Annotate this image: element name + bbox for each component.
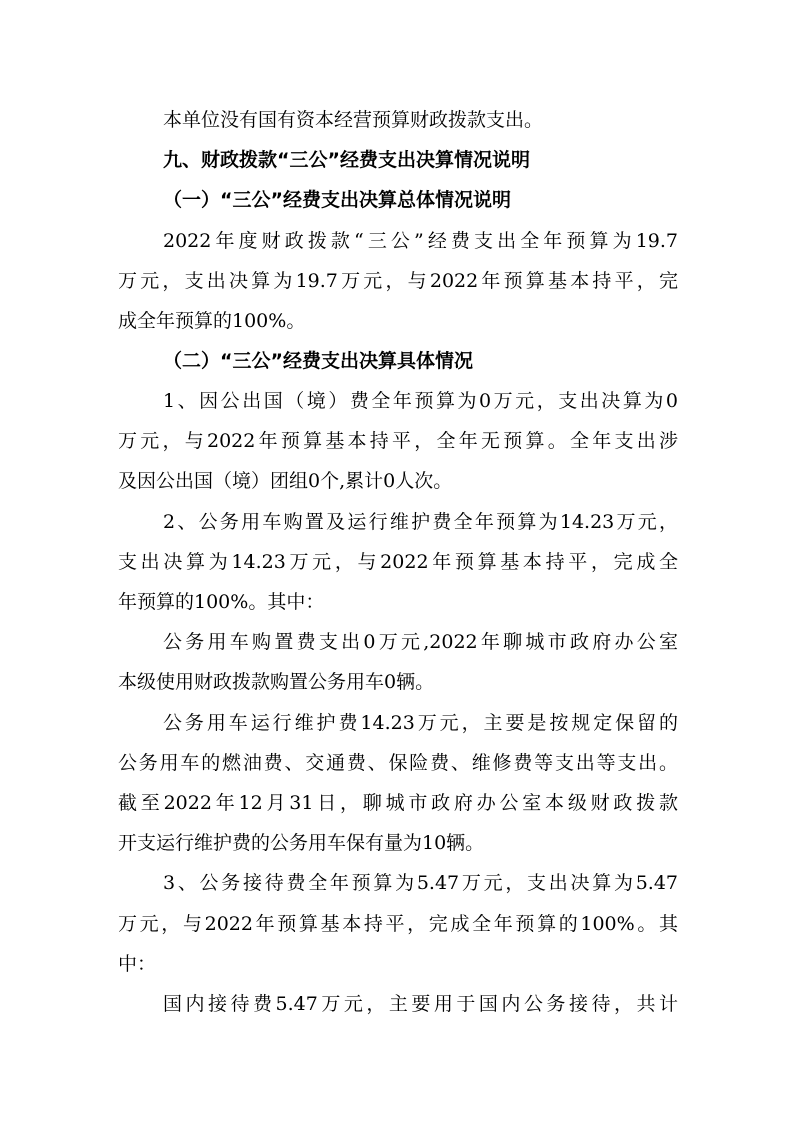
paragraph-line: 成全年预算的100%。 [118, 310, 306, 332]
paragraph-line: 1、因公出国（境）费全年预算为0万元，支出决算为0 [163, 390, 678, 412]
paragraph-line: 公务用车购置费支出0万元,2022年聊城市政府办公室 [163, 631, 678, 653]
paragraph-line: 国内接待费5.47万元，主要用于国内公务接待，共计 [163, 993, 678, 1015]
paragraph-line: 年预算的100%。其中： [118, 591, 325, 613]
paragraph-line: 中： [118, 953, 157, 975]
paragraph-line: 公务用车运行维护费14.23万元，主要是按规定保留的 [163, 712, 678, 734]
paragraph-line: 万元，与2022年预算基本持平，完成全年预算的100%。其 [118, 913, 678, 935]
subsection-heading: （二）“三公”经费支出决算具体情况 [163, 350, 473, 372]
paragraph-line: 开支运行维护费的公务用车保有量为10辆。 [118, 832, 485, 854]
paragraph-line: 截至2022年12月31日，聊城市政府办公室本级财政拨款 [118, 792, 678, 814]
subsection-heading: （一）“三公”经费支出决算总体情况说明 [163, 189, 511, 211]
paragraph-line: 及因公出国（境）团组0个,累计0人次。 [118, 470, 453, 492]
paragraph-line: 3、公务接待费全年预算为5.47万元，支出决算为5.47 [163, 872, 678, 894]
paragraph-line: 支出决算为14.23万元，与2022年预算基本持平，完成全 [118, 551, 678, 573]
section-heading: 九、财政拨款“三公”经费支出决算情况说明 [163, 149, 530, 171]
paragraph-line: 本单位没有国有资本经营预算财政拨款支出。 [163, 109, 544, 131]
paragraph-line: 2022年度财政拨款“三公”经费支出全年预算为19.7 [163, 230, 678, 252]
paragraph-line: 万元，支出决算为19.7万元，与2022年预算基本持平，完 [118, 270, 678, 292]
paragraph-line: 万元，与2022年预算基本持平，全年无预算。全年支出涉 [118, 430, 678, 452]
paragraph-line: 公务用车的燃油费、交通费、保险费、维修费等支出等支出。 [118, 752, 678, 774]
paragraph-line: 本级使用财政拨款购置公务用车0辆。 [118, 671, 435, 693]
paragraph-line: 2、公务用车购置及运行维护费全年预算为14.23万元， [163, 511, 678, 533]
